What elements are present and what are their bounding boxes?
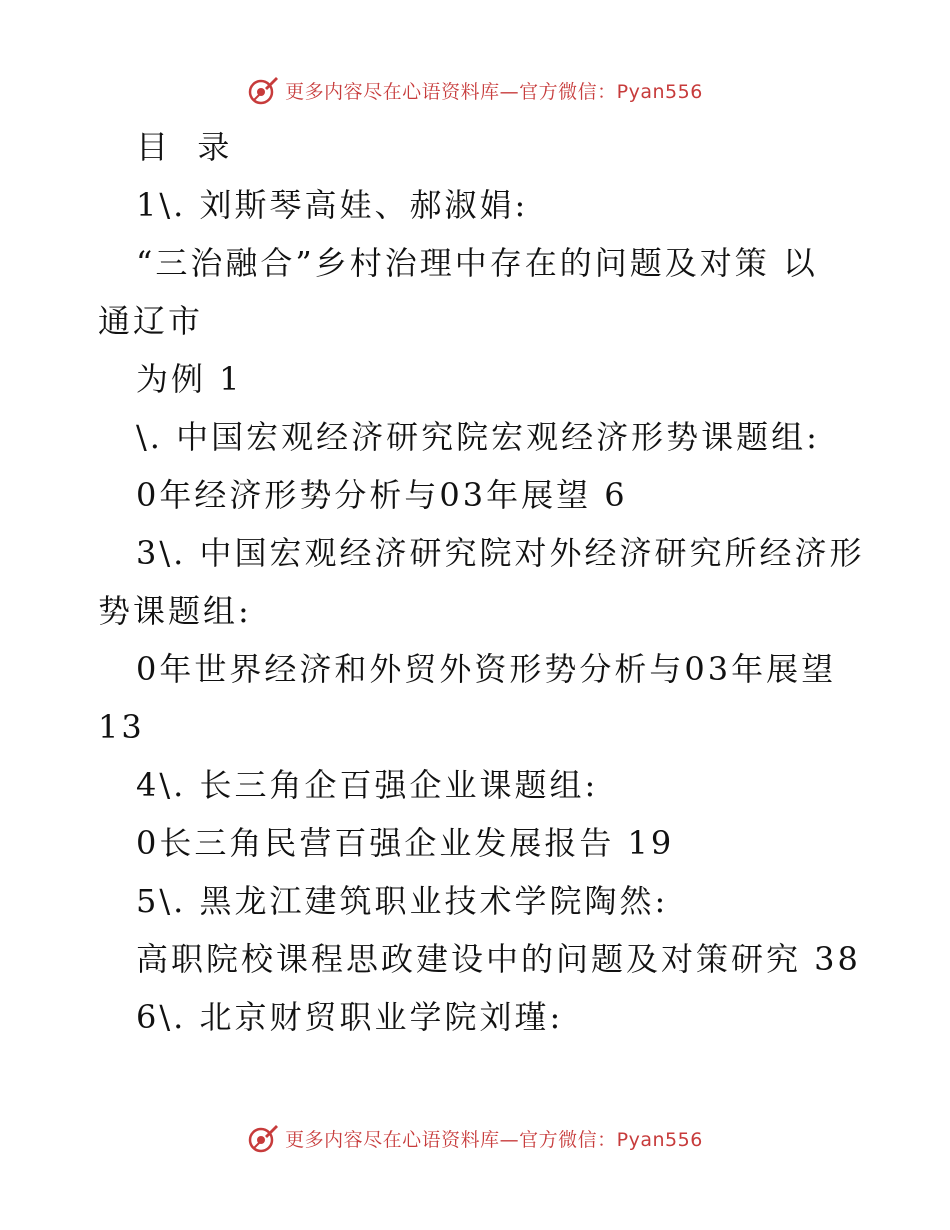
toc-line: 1\. 刘斯琴高娃、郝淑娟: <box>136 186 529 224</box>
toc-line: 13 <box>98 708 145 746</box>
footer-banner <box>0 1118 950 1158</box>
header-banner <box>0 70 950 110</box>
toc-line: 高职院校课程思政建设中的问题及对策研究 38 <box>136 940 861 978</box>
banner-text: 更多内容尽在心语资料库—官方微信：Pyan556 <box>285 1128 703 1151</box>
pen-nib-logo-icon <box>247 1122 279 1154</box>
toc-line: 0长三角民营百强企业发展报告 19 <box>136 824 675 862</box>
toc-line: 0年经济形势分析与03年展望 6 <box>136 476 628 514</box>
toc-line: 3\. 中国宏观经济研究院对外经济研究所经济形 <box>136 534 865 572</box>
toc-line: 为例 1 <box>136 360 243 398</box>
toc-lines <box>98 176 865 1046</box>
table-of-contents <box>98 118 865 1046</box>
toc-line: 4\. 长三角企百强企业课题组: <box>136 766 599 804</box>
toc-line: \. 中国宏观经济研究院宏观经济形势课题组: <box>136 418 820 456</box>
pen-nib-logo-icon <box>247 74 279 106</box>
banner-text: 更多内容尽在心语资料库—官方微信：Pyan556 <box>285 80 703 103</box>
toc-line: 6\. 北京财贸职业学院刘瑾: <box>136 998 564 1036</box>
toc-line: 势课题组: <box>98 592 252 630</box>
toc-line: 0年世界经济和外贸外资形势分析与03年展望 <box>136 650 837 688</box>
toc-line: 5\. 黑龙江建筑职业技术学院陶然: <box>136 882 669 920</box>
toc-line: 通辽市 <box>98 302 204 340</box>
toc-title: 目 录 <box>136 128 233 166</box>
toc-line: “三治融合”乡村治理中存在的问题及对策 以 <box>136 244 818 282</box>
